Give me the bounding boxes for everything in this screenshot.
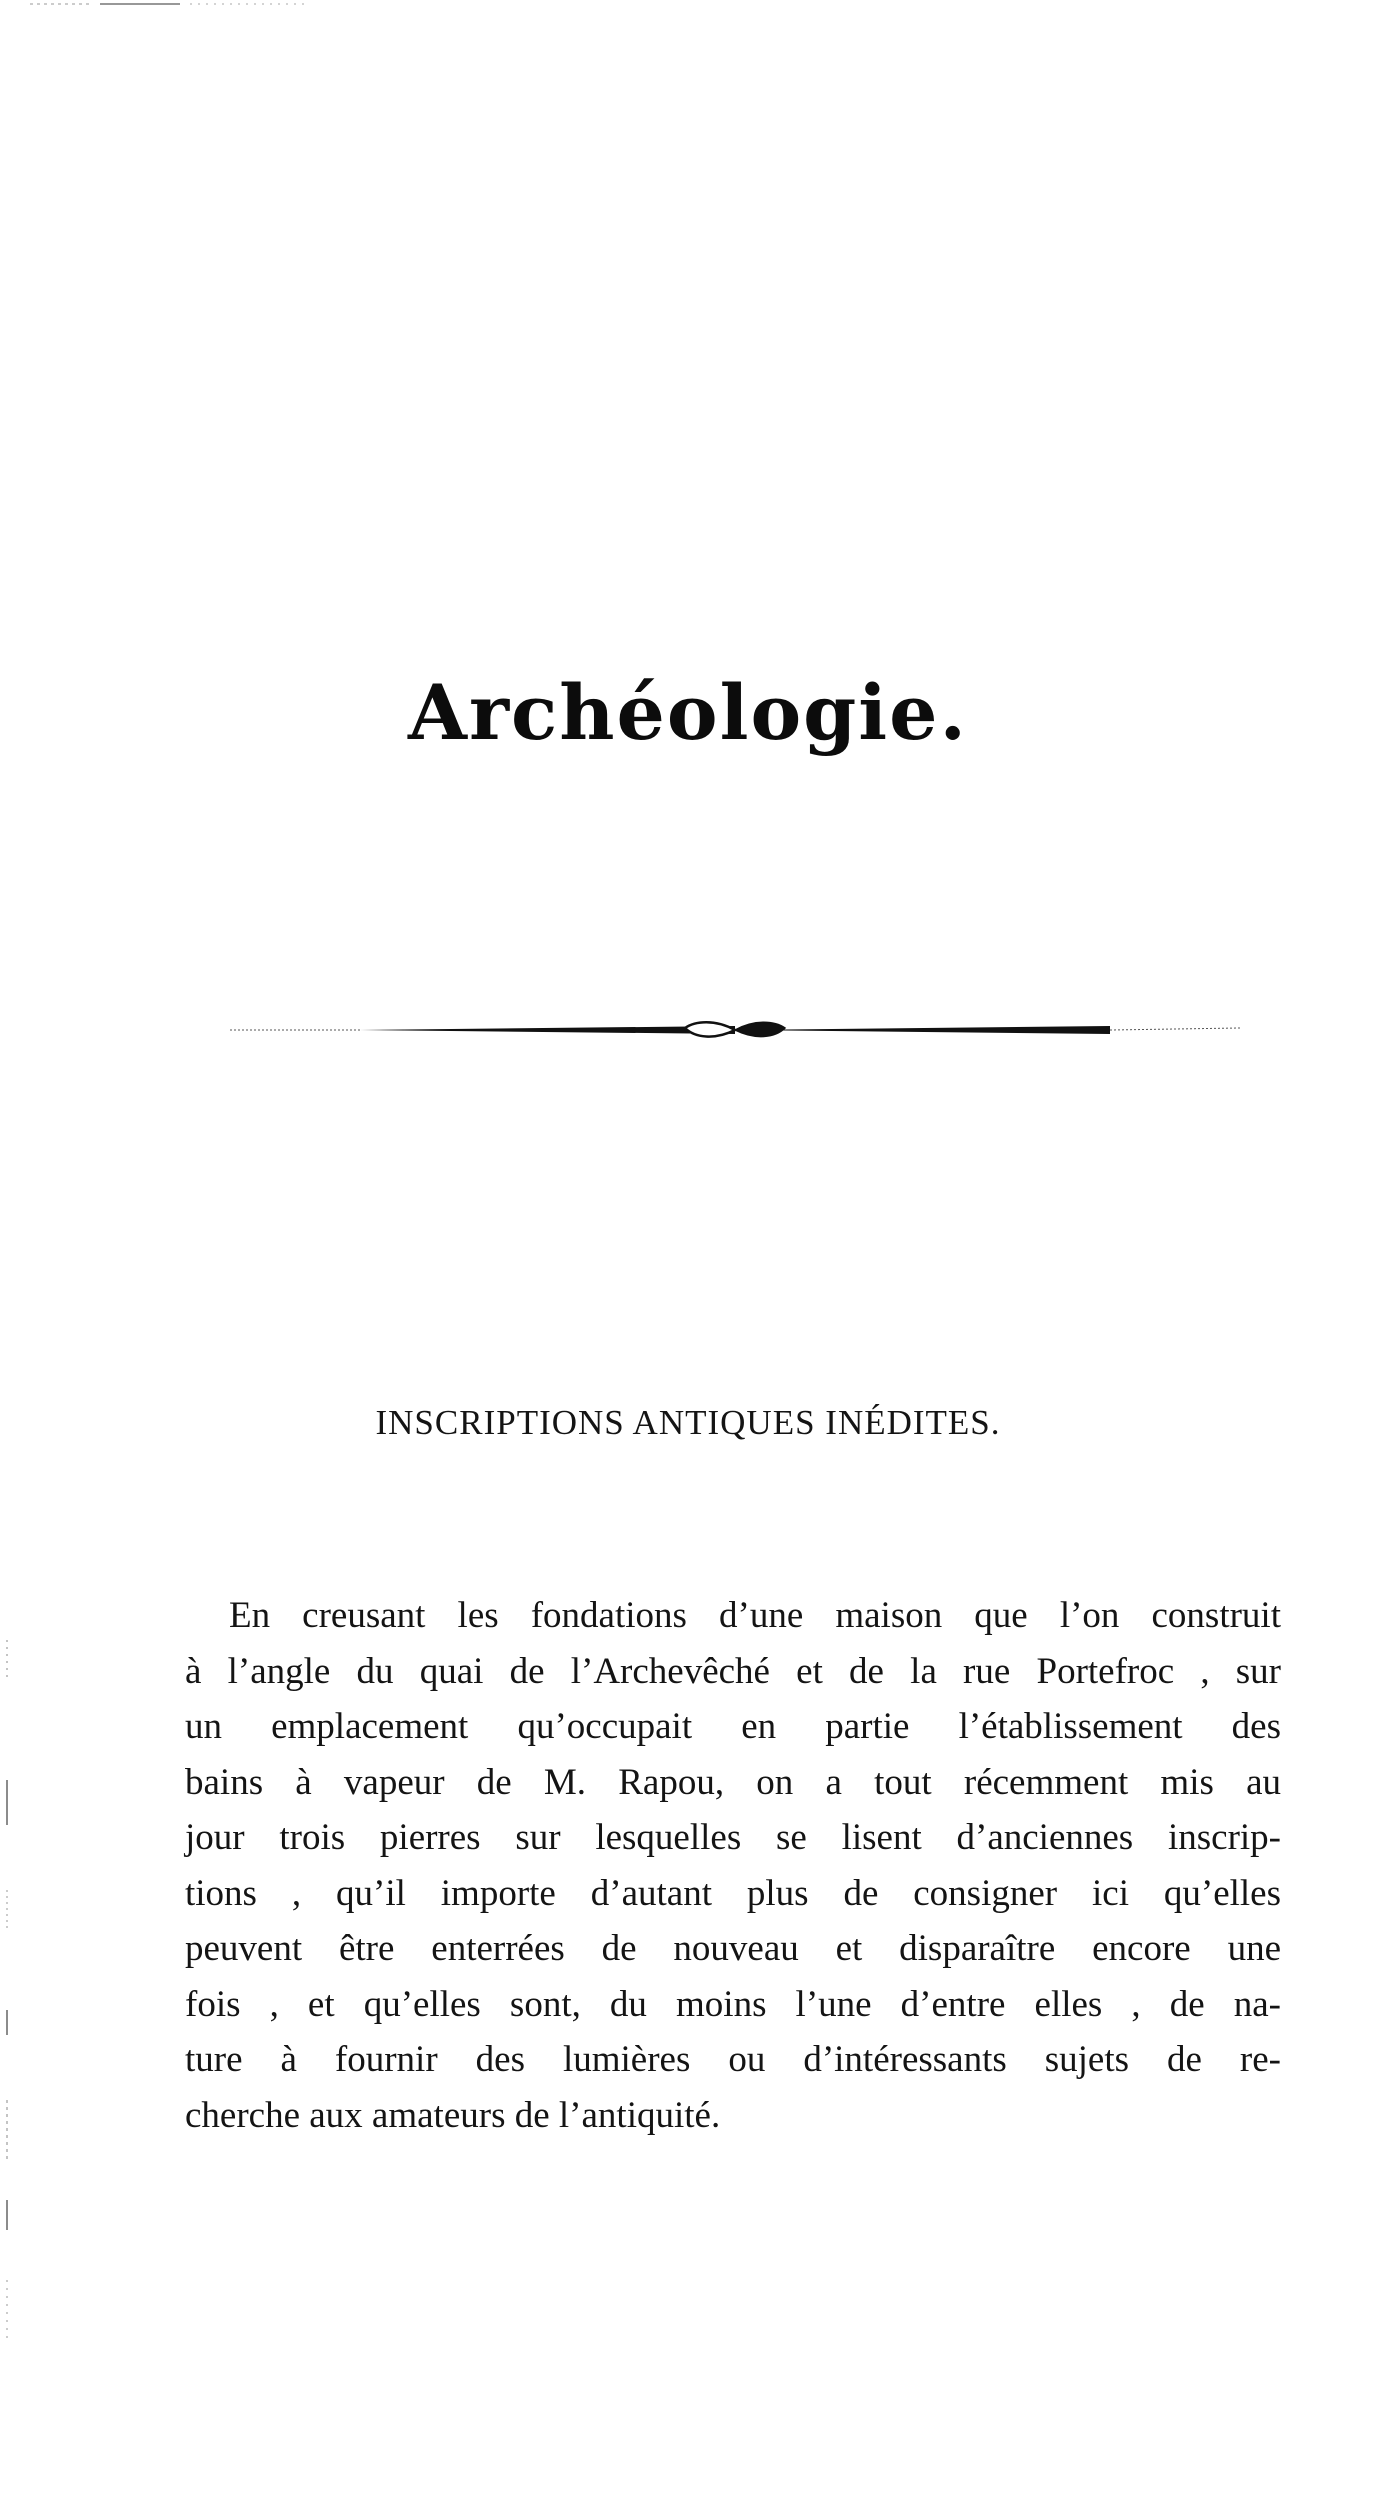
ornamental-rule-divider [230, 1015, 1240, 1045]
paragraph-line: bains à vapeur de M. Rapou, on a tout récemment mis au [185, 1761, 1281, 1803]
scan-edge-mark [30, 2, 310, 6]
binding-edge-marks [4, 1640, 10, 2400]
paragraph-line: En creusant les fondations d’une maison que l’on construit [229, 1595, 1281, 1636]
section-heading: INSCRIPTIONS ANTIQUES INÉDITES. [375, 1403, 1001, 1442]
paragraph-line: peuvent être enterrées de nouveau et disparaître encore une [185, 1928, 1281, 1969]
paragraph-line: fois , et qu’elles sont, du moins l’une d’entre elles , de na- [185, 1983, 1281, 2025]
paragraph-line: jour trois pierres sur lesquelles se lisent d’anciennes inscrip- [185, 1817, 1281, 1858]
paragraph-line: un emplacement qu’occupait en partie l’établissement des [185, 1706, 1281, 1747]
paragraph-line: tions , qu’il importe d’autant plus de consigner ici qu’elles [185, 1872, 1281, 1914]
page-title: Archéologie. [408, 668, 968, 757]
body-paragraph [185, 1588, 1281, 2143]
paragraph-line: cherche aux amateurs de l’antiquité. [185, 2094, 721, 2136]
paragraph-line: à l’angle du quai de l’Archevêché et de la rue Portefroc , sur [185, 1650, 1281, 1692]
paragraph-line: ture à fournir des lumières ou d’intéressants sujets de re- [185, 2039, 1281, 2080]
